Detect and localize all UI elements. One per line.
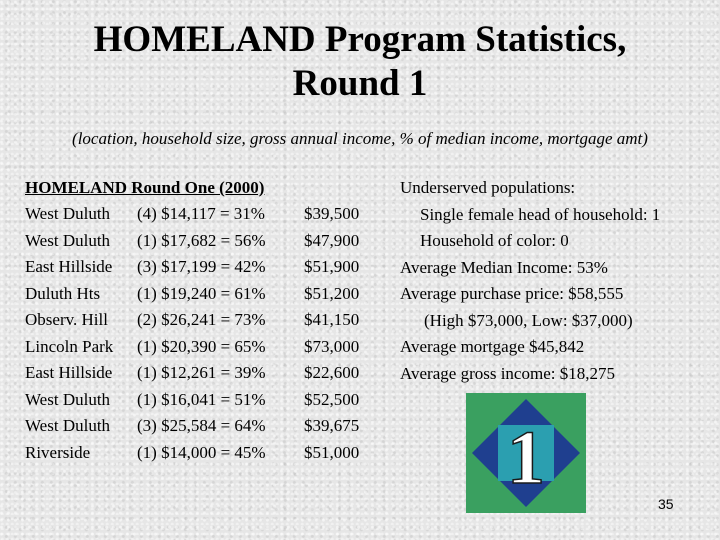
table-row bbox=[25, 201, 360, 228]
avg-gross-income: Average gross income: $18,275 bbox=[400, 363, 615, 383]
row-income: (1) $12,261 = 39% bbox=[137, 363, 266, 382]
row-mortgage: $51,200 bbox=[304, 283, 360, 303]
title-line-1: HOMELAND Program Statistics, bbox=[93, 19, 627, 60]
logo-numeral: 1 bbox=[507, 416, 545, 500]
table-row bbox=[25, 360, 360, 387]
row-income: (1) $19,240 = 61% bbox=[137, 283, 266, 303]
row-location: East Hillside bbox=[25, 257, 113, 276]
avg-mortgage: Average mortgage $45,842 bbox=[400, 337, 585, 356]
row-location: Riverside bbox=[25, 442, 91, 462]
row-location: West Duluth bbox=[25, 230, 111, 250]
household-of-color-stat: Household of color: 0 bbox=[420, 231, 569, 250]
row-income: (1) $16,041 = 51% bbox=[137, 389, 266, 409]
single-female-stat: Single female head of household: 1 bbox=[420, 204, 661, 224]
slide-title bbox=[0, 18, 720, 106]
round-one-logo bbox=[466, 393, 586, 513]
row-mortgage: $41,150 bbox=[304, 310, 360, 329]
row-location: West Duluth bbox=[25, 416, 111, 435]
row-location: East Hillside bbox=[25, 363, 113, 382]
table-row bbox=[25, 281, 360, 308]
row-mortgage: $73,000 bbox=[304, 336, 360, 356]
title-line-2: Round 1 bbox=[292, 63, 428, 104]
table-row bbox=[25, 413, 360, 440]
row-income: (3) $25,584 = 64% bbox=[137, 416, 266, 435]
row-income: (3) $17,199 = 42% bbox=[137, 257, 266, 276]
row-location: Lincoln Park bbox=[25, 336, 114, 356]
table-heading: HOMELAND Round One (2000) bbox=[25, 178, 265, 197]
high-low-range: (High $73,000, Low: $37,000) bbox=[424, 310, 633, 330]
row-income: (2) $26,241 = 73% bbox=[137, 310, 266, 329]
avg-purchase-price: Average purchase price: $58,555 bbox=[400, 284, 624, 303]
table-rows bbox=[25, 201, 360, 466]
table-row bbox=[25, 334, 360, 361]
slide-subtitle: (location, household size, gross annual income, % of median income, mortgage amt) bbox=[72, 129, 648, 148]
row-income: (1) $17,682 = 56% bbox=[137, 230, 266, 250]
underserved-heading: Underserved populations: bbox=[400, 178, 576, 197]
row-mortgage: $52,500 bbox=[304, 389, 360, 409]
row-location: West Duluth bbox=[25, 204, 111, 223]
row-location: Observ. Hill bbox=[25, 310, 108, 329]
row-income: (1) $20,390 = 65% bbox=[137, 336, 266, 356]
summary-panel bbox=[400, 175, 660, 387]
page-number: 35 bbox=[658, 496, 674, 512]
row-mortgage: $51,900 bbox=[304, 257, 360, 276]
row-income: (4) $14,117 = 31% bbox=[137, 204, 265, 223]
round-one-table bbox=[25, 175, 360, 466]
table-row bbox=[25, 307, 360, 334]
row-income: (1) $14,000 = 45% bbox=[137, 442, 266, 462]
table-row bbox=[25, 228, 360, 255]
row-mortgage: $47,900 bbox=[304, 230, 360, 250]
table-row bbox=[25, 387, 360, 414]
row-mortgage: $51,000 bbox=[304, 442, 360, 462]
avg-median-income: Average Median Income: 53% bbox=[400, 257, 608, 277]
row-mortgage: $39,500 bbox=[304, 204, 360, 223]
table-row bbox=[25, 440, 360, 467]
row-location: West Duluth bbox=[25, 389, 111, 409]
row-mortgage: $22,600 bbox=[304, 363, 360, 382]
table-row bbox=[25, 254, 360, 281]
row-mortgage: $39,675 bbox=[304, 416, 360, 435]
row-location: Duluth Hts bbox=[25, 283, 101, 303]
